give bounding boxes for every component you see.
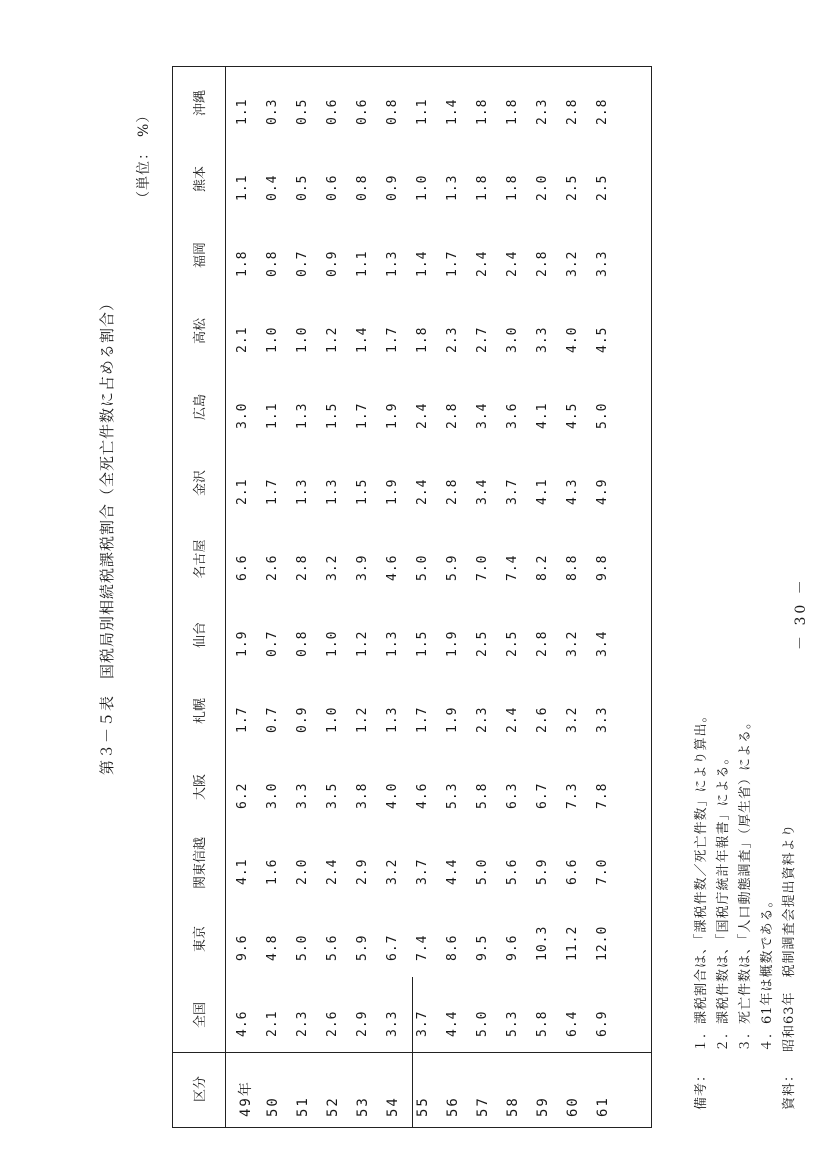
table-cell: 1.7 [385,326,400,353]
table-cell: 0.9 [385,174,400,201]
table-cell: 4.5 [595,326,610,353]
table-cell: 3.7 [415,858,430,885]
table-cell: 1.1 [235,174,250,201]
table-cell: 9.8 [595,554,610,581]
table-cell: 2.5 [505,630,520,657]
table-cell: 11.2 [565,925,580,961]
table-cell: 2.5 [565,174,580,201]
table-cell: 3.6 [505,402,520,429]
table-cell: 3.3 [595,250,610,277]
table-cell: 0.6 [325,174,340,201]
table-cell: 0.9 [295,706,310,733]
table-cell: 4.9 [595,478,610,505]
table-cell: 1.1 [355,250,370,277]
table-cell: 1.7 [265,478,280,505]
row-year-label: 53 [355,1096,371,1117]
table-cell: 4.6 [415,782,430,809]
table-cell: 1.9 [235,630,250,657]
table-cell: 1.2 [325,326,340,353]
table-cell: 2.5 [595,174,610,201]
table-cell: 2.8 [595,98,610,125]
row-year-label: 58 [505,1096,521,1117]
column-header: 名古屋 [193,539,208,579]
table-cell: 3.0 [505,326,520,353]
table-cell: 2.8 [295,554,310,581]
table-cell: 4.1 [535,402,550,429]
table-cell: 0.3 [265,98,280,125]
table-cell: 5.8 [475,782,490,809]
table-cell: 6.6 [235,554,250,581]
table-cell: 2.4 [415,402,430,429]
table-cell: 4.5 [565,402,580,429]
table-cell: 3.4 [475,478,490,505]
table-cell: 1.4 [355,326,370,353]
table-cell: 7.0 [595,858,610,885]
table-cell: 5.6 [505,858,520,885]
table-cell: 2.4 [475,250,490,277]
column-header: 熊本 [193,166,208,193]
column-header: 大阪 [193,774,208,801]
table-cell: 7.4 [415,934,430,961]
data-table [172,66,652,1128]
column-header: 区分 [193,1076,208,1103]
table-cell: 0.8 [355,174,370,201]
table-cell: 1.3 [325,478,340,505]
table-cell: 1.7 [445,250,460,277]
table-cell: 6.9 [595,1010,610,1037]
table-cell: 2.8 [565,98,580,125]
source-label: 資料： [782,1067,797,1110]
table-cell: 2.6 [325,1010,340,1037]
table-cell: 3.2 [565,706,580,733]
table-cell: 0.8 [295,630,310,657]
table-cell: 4.1 [535,478,550,505]
table-cell: 2.4 [505,706,520,733]
table-cell: 1.7 [415,706,430,733]
table-cell: 1.8 [505,174,520,201]
table-cell: 1.8 [475,98,490,125]
row-year-label: 60 [565,1096,581,1117]
table-cell: 3.5 [325,782,340,809]
table-cell: 0.8 [265,250,280,277]
table-cell: 5.9 [535,858,550,885]
table-cell: 2.3 [445,326,460,353]
header-divider-line [225,67,226,1127]
table-cell: 3.8 [355,782,370,809]
table-cell: 2.8 [535,630,550,657]
table-cell: 0.6 [355,98,370,125]
table-cell: 2.9 [355,858,370,885]
table-cell: 1.9 [445,630,460,657]
table-cell: 2.6 [535,706,550,733]
table-cell: 1.2 [355,630,370,657]
row-year-label: 51 [295,1096,311,1117]
table-cell: 3.3 [595,706,610,733]
table-cell: 6.4 [565,1010,580,1037]
table-cell: 5.6 [325,934,340,961]
column-header: 札幌 [193,698,208,725]
table-cell: 3.2 [385,858,400,885]
table-cell: 3.2 [565,250,580,277]
table-cell: 2.3 [475,706,490,733]
table-cell: 1.8 [475,174,490,201]
table-cell: 2.9 [355,1010,370,1037]
table-cell: 1.1 [265,402,280,429]
table-cell: 1.9 [445,706,460,733]
table-cell: 7.8 [595,782,610,809]
table-cell: 4.6 [385,554,400,581]
table-cell: 0.7 [295,250,310,277]
source-text: 昭和63年 税制調査会提出資料より [782,823,797,1052]
column-header: 高松 [193,318,208,345]
table-cell: 0.8 [385,98,400,125]
table-cell: 1.0 [325,706,340,733]
table-cell: 5.9 [355,934,370,961]
column-header: 広島 [193,394,208,421]
table-cell: 5.0 [415,554,430,581]
page-number: － 30 － [793,577,809,650]
column-header: 金沢 [193,470,208,497]
table-cell: 3.7 [505,478,520,505]
row-year-label: 56 [445,1096,461,1117]
table-cell: 3.4 [475,402,490,429]
notes-label: 備考： [694,1067,709,1110]
table-cell: 5.8 [535,1010,550,1037]
table-cell: 5.3 [445,782,460,809]
table-cell: 0.9 [325,250,340,277]
table-cell: 2.3 [535,98,550,125]
table-cell: 2.3 [295,1010,310,1037]
table-cell: 1.3 [295,402,310,429]
table-cell: 12.0 [595,925,610,961]
table-title: 第３－５表 国税局別相続税課税割合（全死亡件数に占める割合） [98,294,116,775]
row-year-label: 61 [595,1096,611,1117]
table-cell: 4.4 [445,858,460,885]
row-year-label: 55 [415,1096,431,1117]
table-cell: 4.1 [235,858,250,885]
table-cell: 5.3 [505,1010,520,1037]
table-cell: 6.6 [565,858,580,885]
table-cell: 4.3 [565,478,580,505]
table-cell: 8.2 [535,554,550,581]
table-cell: 4.0 [565,326,580,353]
note-line: ４．61年は概数である。 [760,893,775,1052]
table-cell: 1.1 [235,98,250,125]
row-year-label: 50 [265,1096,281,1117]
table-cell: 2.1 [265,1010,280,1037]
row-year-label: 54 [385,1096,401,1117]
column-header: 東京 [193,926,208,953]
column-header: 関東信越 [193,837,208,890]
column-header: 全国 [193,1002,208,1029]
table-cell: 6.2 [235,782,250,809]
table-cell: 5.9 [445,554,460,581]
table-cell: 5.0 [295,934,310,961]
table-cell: 2.1 [235,326,250,353]
table-cell: 3.3 [385,1010,400,1037]
table-cell: 2.8 [535,250,550,277]
table-cell: 1.4 [415,250,430,277]
table-cell: 3.3 [295,782,310,809]
table-cell: 0.5 [295,98,310,125]
column-header: 仙台 [193,622,208,649]
table-cell: 1.8 [235,250,250,277]
table-cell: 1.0 [295,326,310,353]
table-cell: 3.2 [565,630,580,657]
table-cell: 1.8 [505,98,520,125]
table-cell: 4.4 [445,1010,460,1037]
table-cell: 1.1 [415,98,430,125]
table-cell: 7.3 [565,782,580,809]
table-cell: 1.3 [385,250,400,277]
table-cell: 1.5 [325,402,340,429]
table-cell: 1.5 [355,478,370,505]
note-line: ３．死亡件数は、「人口動態調査」（厚生省）による。 [738,714,753,1052]
column-header: 沖縄 [193,90,208,117]
table-cell: 0.6 [325,98,340,125]
table-cell: 1.3 [445,174,460,201]
table-cell: 3.2 [325,554,340,581]
table-cell: 0.4 [265,174,280,201]
table-cell: 1.5 [415,630,430,657]
table-cell: 5.0 [475,1010,490,1037]
table-cell: 1.9 [385,402,400,429]
table-cell: 6.7 [385,934,400,961]
table-cell: 1.8 [415,326,430,353]
table-cell: 3.3 [535,326,550,353]
row-year-label: 49年 [238,1080,254,1117]
table-cell: 3.0 [265,782,280,809]
table-cell: 6.3 [505,782,520,809]
table-cell: 4.0 [385,782,400,809]
table-cell: 3.7 [415,1010,430,1037]
table-cell: 0.7 [265,630,280,657]
table-cell: 2.7 [475,326,490,353]
table-cell: 1.4 [445,98,460,125]
table-cell: 0.7 [265,706,280,733]
table-cell: 10.3 [535,925,550,961]
row-year-label: 57 [475,1096,491,1117]
table-cell: 3.0 [235,402,250,429]
table-cell: 1.9 [385,478,400,505]
table-cell: 1.3 [295,478,310,505]
table-cell: 1.6 [265,858,280,885]
table-cell: 1.3 [385,630,400,657]
table-cell: 8.6 [445,934,460,961]
table-cell: 2.8 [445,478,460,505]
table-cell: 2.0 [535,174,550,201]
table-cell: 2.6 [265,554,280,581]
table-cell: 6.7 [535,782,550,809]
table-cell: 4.6 [235,1010,250,1037]
table-cell: 2.5 [475,630,490,657]
column-divider-line [173,1052,651,1053]
table-cell: 2.8 [445,402,460,429]
table-cell: 0.5 [295,174,310,201]
table-cell: 1.0 [265,326,280,353]
table-cell: 7.4 [505,554,520,581]
table-cell: 5.0 [595,402,610,429]
table-cell: 1.7 [355,402,370,429]
table-cell: 2.1 [235,478,250,505]
unit-label: （単位： %） [136,107,152,205]
row-year-label: 59 [535,1096,551,1117]
table-cell: 2.4 [415,478,430,505]
table-cell: 3.4 [595,630,610,657]
table-cell: 4.8 [265,934,280,961]
table-cell: 9.6 [505,934,520,961]
table-cell: 9.6 [235,934,250,961]
note-line: １．課税割合は、「課税件数／死亡件数」により算出。 [694,708,709,1052]
row-year-label: 52 [325,1096,341,1117]
table-cell: 2.0 [295,858,310,885]
table-cell: 5.0 [475,858,490,885]
table-cell: 7.0 [475,554,490,581]
column-header: 福岡 [193,242,208,269]
table-cell: 2.4 [505,250,520,277]
table-cell: 8.8 [565,554,580,581]
table-cell: 1.7 [235,706,250,733]
table-cell: 9.5 [475,934,490,961]
table-cell: 3.9 [355,554,370,581]
table-cell: 1.2 [355,706,370,733]
table-cell: 1.0 [415,174,430,201]
table-cell: 1.0 [325,630,340,657]
note-line: ２．課税件数は、「国税庁統計年報書」による。 [716,750,731,1052]
table-cell: 2.4 [325,858,340,885]
table-cell: 1.3 [385,706,400,733]
